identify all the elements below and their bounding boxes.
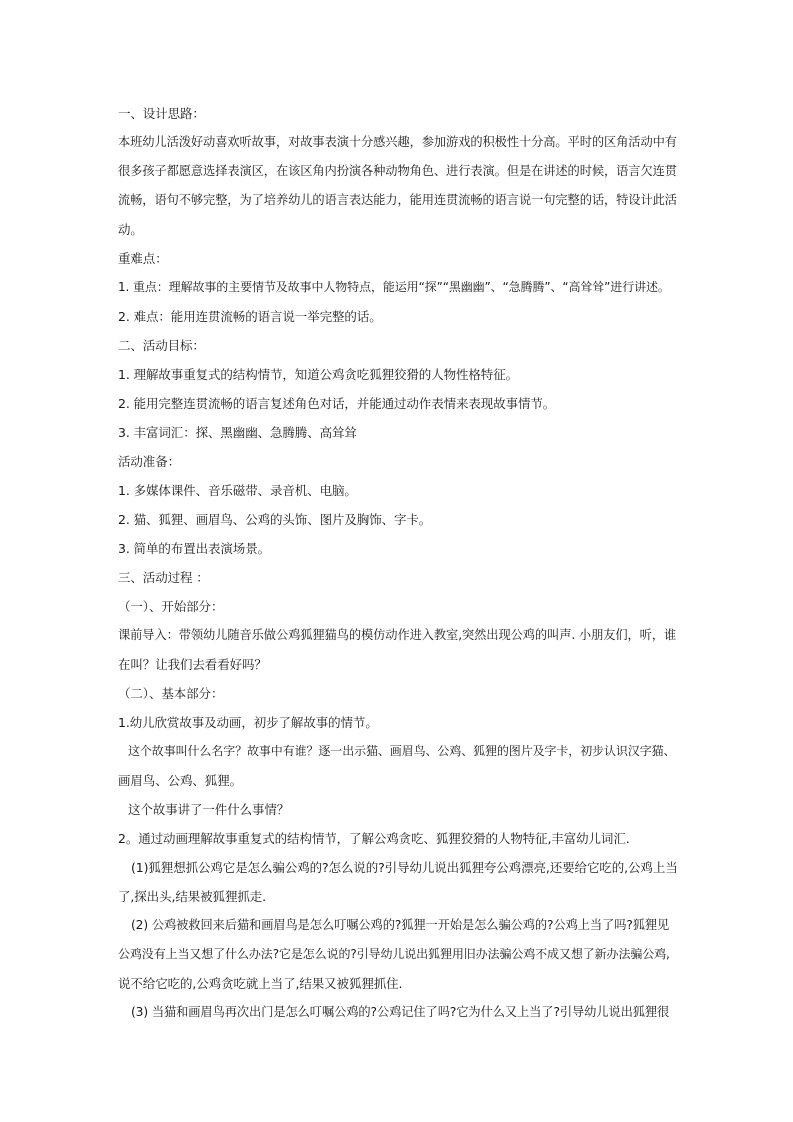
paragraph-line: 公鸡没有上当又想了什么办法?它是怎么说的?引导幼儿说出狐狸用旧办法骗公鸡不成又想了新办法骗公鸡, — [118, 947, 670, 961]
paragraph-line: 这个故事叫什么名字？故事中有谁？逐一出示猫、画眉鸟、公鸡、狐狸的图片及字卡，初步认识汉字猫、 — [128, 744, 676, 758]
list-item: 1.幼儿欣赏故事及动画，初步了解故事的情节。 — [118, 715, 378, 730]
document-body — [118, 99, 678, 1027]
list-item: 1. 理解故事重复式的结构情节，知道公鸡贪吃狐狸狡猾的人物性格特征。 — [118, 367, 519, 382]
paragraph-line: (3) 当猫和画眉鸟再次出门是怎么叮嘱公鸡的?公鸡记住了吗?它为什么又上当了?引导幼儿说出狐狸很 — [131, 1005, 670, 1019]
paragraph-line: (2) 公鸡被救回来后猫和画眉鸟是怎么叮嘱公鸡的?狐狸一开始是怎么骗公鸡的?公鸡上当了吗?狐狸见 — [131, 918, 670, 932]
list-item: 2. 猫、狐狸、画眉鸟、公鸡的头饰、图片及胸饰、字卡。 — [118, 512, 432, 527]
list-item: 1. 重点：理解故事的主要情节及故事中人物特点，能运用“探”“黑幽幽”、“急腾腾”、“高耸耸”进行讲述。 — [118, 280, 670, 294]
paragraph-line: 流畅，语句不够完整，为了培养幼儿的语言表达能力，能用连贯流畅的语言说一句完整的话，特设计此活 — [118, 193, 677, 207]
list-item: 2。通过动画理解故事重复式的结构情节，了解公鸡贪吃、狐狸狡猾的人物特征,丰富幼儿词汇. — [118, 831, 630, 846]
paragraph-line: (1)狐狸想抓公鸡它是怎么骗公鸡的?怎么说的?引导幼儿说出狐狸夸公鸡漂亮,还要给它吃的,公鸡上当 — [131, 860, 678, 875]
paragraph-line: 在叫？让我们去看看好吗？ — [118, 657, 267, 672]
subsection-heading-opening: （一）、开始部分： — [118, 599, 224, 614]
section-heading-key-points: 重难点： — [118, 251, 168, 266]
paragraph-line: 了,探出头,结果被狐狸抓走. — [118, 889, 267, 904]
list-item: 2. 难点：能用连贯流畅的语言说一举完整的话。 — [118, 309, 382, 324]
section-heading-process: 三、活动过程 ： — [118, 570, 209, 585]
paragraph-line: 课前导入：带领幼儿随音乐做公鸡狐狸猫鸟的模仿动作进入教室,突然出现公鸡的叫声. 小朋友们，听，谁 — [118, 628, 677, 642]
list-item: 3. 丰富词汇：探、黑幽幽、急腾腾、高耸耸 — [118, 425, 357, 440]
paragraph-line: 动。 — [118, 222, 143, 237]
list-item: 3. 简单的布置出表演场景。 — [118, 541, 271, 556]
paragraph-line: 这个故事讲了一件什么事情？ — [128, 802, 290, 817]
paragraph-line: 画眉鸟、公鸡、狐狸。 — [118, 773, 243, 788]
section-heading-objectives: 二、活动目标： — [118, 338, 205, 353]
list-item: 2. 能用完整连贯流畅的语言复述角色对话，并能通过动作表情来表现故事情节。 — [118, 396, 556, 411]
subsection-heading-basic: （二）、基本部分： — [118, 686, 224, 701]
list-item: 1. 多媒体课件、音乐磁带、录音机、电脑。 — [118, 483, 357, 498]
paragraph-line: 说不给它吃的,公鸡贪吃就上当了,结果又被狐狸抓住. — [118, 976, 403, 991]
section-heading-design-ideas: 一、设计思路： — [118, 106, 205, 121]
paragraph-line: 很多孩子都愿意选择表演区，在该区角内扮演各种动物角色、进行表演。但是在讲述的时候，语言欠连贯 — [118, 164, 677, 178]
section-heading-preparation: 活动准备： — [118, 454, 181, 469]
paragraph-line: 本班幼儿活泼好动喜欢听故事，对故事表演十分感兴趣，参加游戏的积极性十分高。平时的区角活动中有 — [118, 135, 677, 149]
